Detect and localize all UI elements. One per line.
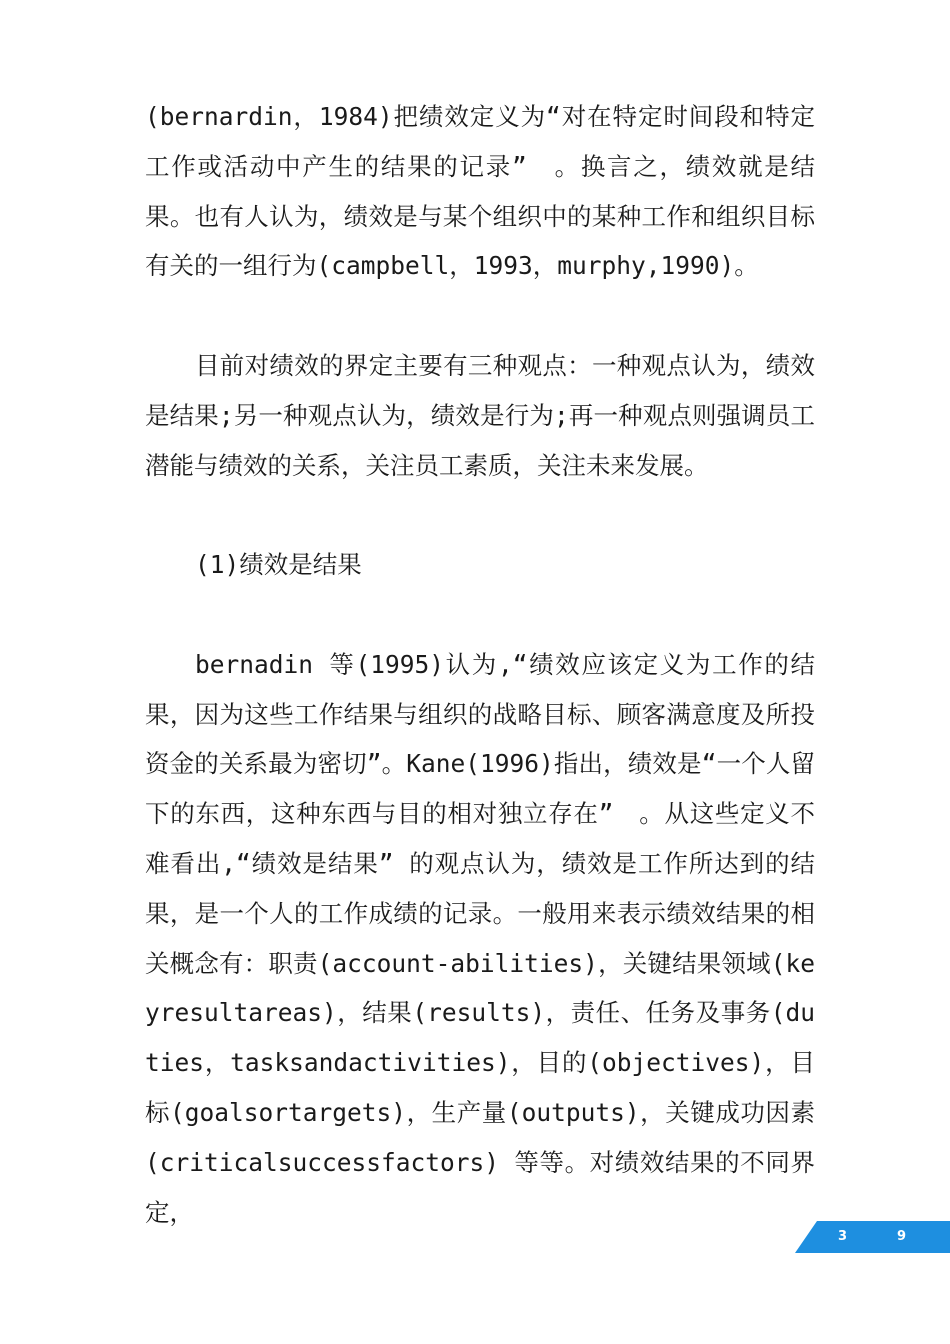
page-badge-shape [795,1221,950,1253]
paragraph-spacer [145,490,815,540]
paragraph-three-views: 目前对绩效的界定主要有三种观点：一种观点认为，绩效是结果;另一种观点认为，绩效是行为;再一种观点则强调员工潜能与绩效的关系，关注员工素质，关注未来发展。 [145,350,815,480]
section-heading-performance-is-result: (1)绩效是结果 [195,550,362,580]
document-body [145,92,815,1237]
paragraph-definition: (bernardin，1984)把绩效定义为“对在特定时间段和特定工作或活动中产生的结果的记录” 。换言之，绩效就是结果。也有人认为，绩效是与某个组织中的某种工作和组织目标有关的一组行为(campbell，1993，murphy,1990)。 [145,102,815,281]
page-number-badge [795,1221,950,1253]
paragraph-result-view: bernadin 等(1995)认为,“绩效应该定义为工作的结果，因为这些工作结果与组织的战略目标、顾客满意度及所投资金的关系最为密切”。Kane(1996)指出，绩效是“一个人留下的东西，这种东西与目的相对独立存在” 。从这些定义不难看出,“绩效是结果” 的观点认为，绩效是工作所达到的结果，是一个人的工作成绩的记录。一般用来表示绩效结果的相关概念有：职责(account-abilities)，关键结果领域(keyresultareas)，结果(results)，责任、任务及事务(duties，tasksandactivities)，目的(objectives)，目标(goalsortargets)，生产量(outputs)，关键成功因素(criticalsuccessfactors) 等等。对绩效结果的不同界定， [145,649,815,1227]
paragraph-spacer [145,291,815,341]
paragraph-spacer [145,590,815,640]
total-pages-number: 9 [897,1229,907,1244]
current-page-number: 3 [838,1229,848,1244]
